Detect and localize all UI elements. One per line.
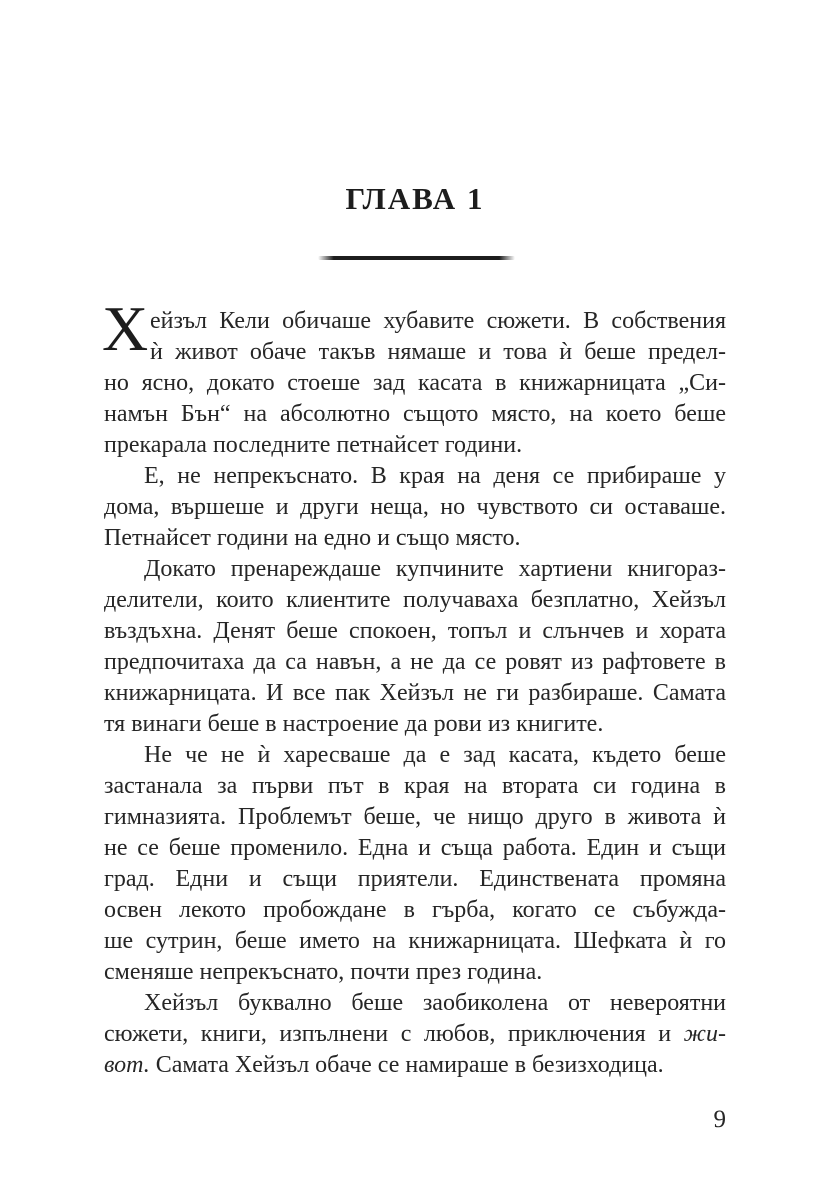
text-segment: делители, които клиентите получаваха безплатно, Хейзъл <box>104 587 726 613</box>
page-number: 9 <box>713 1106 726 1133</box>
chapter-title: ГЛАВА 1 <box>345 181 485 216</box>
italic-text: жи- <box>683 1021 726 1047</box>
text-segment: не се беше променило. Една и съща работа. Един и същи <box>104 835 726 861</box>
text-line <box>104 1019 726 1050</box>
text-line <box>104 771 726 802</box>
text-segment: Самата Хейзъл обаче се намираше в безизходица. <box>149 1052 664 1078</box>
text-line <box>104 988 726 1019</box>
text-segment: сюжети, книги, изпълнени с любов, приключения и <box>104 1021 684 1047</box>
text-segment: застанала за първи път в края на втората си година в <box>104 773 726 799</box>
text-line <box>104 430 726 461</box>
text-segment: сменяше непрекъснато, почти през година. <box>104 959 543 985</box>
text-line <box>104 461 726 492</box>
text-segment: предпочитаха да са навън, а не да се ровят из рафтовете в <box>104 649 726 675</box>
text-line <box>104 957 726 988</box>
text-line <box>104 833 726 864</box>
text-line <box>104 802 726 833</box>
text-line <box>104 554 726 585</box>
text-segment: книжарницата. И все пак Хейзъл не ги разбираше. Самата <box>104 680 726 706</box>
page-text <box>102 293 726 1081</box>
text-line <box>104 895 726 926</box>
text-segment: ѝ живот обаче такъв нямаше и това ѝ беше предел- <box>150 339 726 365</box>
text-segment: тя винаги беше в настроение да рови из книгите. <box>104 711 604 737</box>
text-line <box>104 647 726 678</box>
text-segment: но ясно, докато стоеше зад касата в книжарницата „Си- <box>104 370 726 396</box>
text-line <box>104 678 726 709</box>
paragraph <box>104 461 726 554</box>
text-segment: освен лекото пробождане в гърба, когато се събужда- <box>104 897 726 923</box>
text-line <box>104 337 726 368</box>
chapter-divider <box>318 256 515 260</box>
text-line <box>104 368 726 399</box>
text-line <box>104 523 726 554</box>
text-segment: ше сутрин, беше името на книжарницата. Шефката ѝ го <box>104 928 726 954</box>
text-segment: Петнайсет години на едно и също място. <box>104 525 521 551</box>
paragraph <box>102 293 726 461</box>
text-line <box>104 740 726 771</box>
text-line <box>104 616 726 647</box>
text-line <box>104 926 726 957</box>
paragraph <box>104 740 726 988</box>
text-line <box>104 709 726 740</box>
text-segment: намън Бън“ на абсолютно същото място, на което беше <box>104 401 726 427</box>
text-segment: прекарала последните петнайсет години. <box>104 432 523 458</box>
text-segment: Е, не непрекъснато. В края на деня се прибираше у <box>144 463 726 489</box>
text-segment: въздъхна. Денят беше спокоен, топъл и слънчев и хората <box>104 618 726 644</box>
text-segment: град. Едни и същи приятели. Единствената промяна <box>104 866 726 892</box>
text-line <box>104 1050 726 1081</box>
text-segment: ейзъл Кели обичаше хубавите сюжети. В собствения <box>150 308 726 334</box>
paragraph <box>104 988 726 1081</box>
text-segment: Не че не ѝ харесваше да е зад касата, където беше <box>144 742 726 768</box>
italic-text: вот. <box>104 1052 150 1078</box>
text-segment: дома, вършеше и други неща, но чувството си оставаше. <box>104 494 726 520</box>
text-segment: Докато пренареждаше купчините хартиени книгораз- <box>144 556 726 582</box>
text-segment: Хейзъл буквално беше заобиколена от невероятни <box>144 990 726 1016</box>
paragraph <box>104 554 726 740</box>
text-line <box>104 306 726 337</box>
text-line <box>104 492 726 523</box>
text-line <box>104 399 726 430</box>
text-line <box>104 585 726 616</box>
text-segment: гимназията. Проблемът беше, че нищо друго в живота ѝ <box>104 804 726 830</box>
text-line <box>104 864 726 895</box>
drop-cap: Х <box>102 293 149 364</box>
